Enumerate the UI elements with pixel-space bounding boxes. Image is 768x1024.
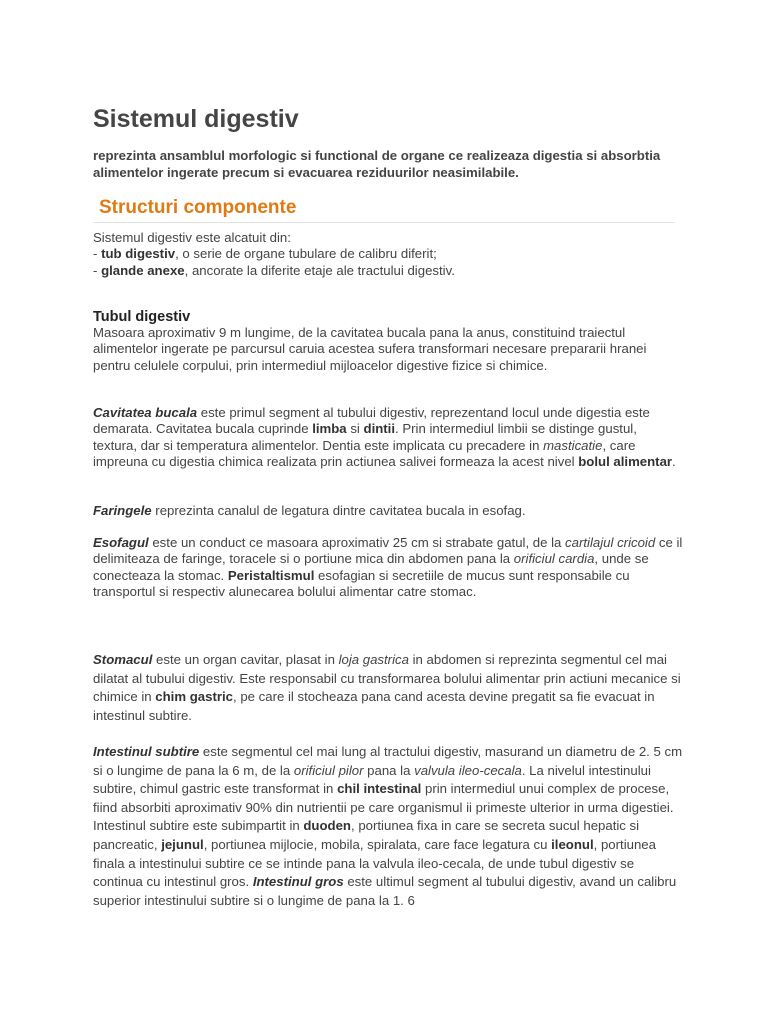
term-tub-digestiv: tub digestiv — [101, 246, 176, 262]
structuri-paragraph: Sistemul digestiv este alcatuit din: - tub digestiv, o serie de organe tubulare de calibru diferit; - glande anexe, ancorate la diferite etaje ale tractului digestiv. — [93, 230, 455, 278]
faringele-paragraph: Faringele reprezinta canalul de legatura dintre cavitatea bucala in esofag. — [93, 503, 526, 518]
term-stomacul: Stomacul — [93, 652, 153, 667]
intro-paragraph: reprezinta ansamblul morfologic si functional de organe ce realizeaza digestia si absorbtia alimentelor ingerate precum si evacuarea reziduurilor neasimilabile. — [93, 148, 661, 180]
term-intestinul-gros: Intestinul gros — [252, 874, 344, 890]
structuri-line1: Sistemul digestiv este alcatuit din: — [93, 230, 291, 245]
section-heading-tubul: Tubul digestiv — [93, 309, 191, 325]
cavitatea-paragraph: Cavitatea bucala este primul segment al tubului digestiv, reprezentand locul unde digestia este demarata. Cavitatea bucala cuprinde limba si dintii. Prin intermediul limbii se distinge gustul, textura, dar si temperatura alimentelor. Dentia este implicata cu precadere in masticatie, care impreuna cu digestia chimica realizata prin actiunea salivei formeaza la acest nivel bolul alimentar. — [93, 405, 676, 470]
term-intestinul-subtire: Intestinul subtire — [93, 744, 200, 759]
term-cavitatea-bucala: Cavitatea bucala — [93, 405, 198, 420]
stomacul-paragraph: Stomacul este un organ cavitar, plasat in loja gastrica in abdomen si reprezinta segmentul cel mai dilatat al tubului digestiv. Este responsabil cu transformarea bolului alimentar prin actiuni mecanice si chimice in chim gastric, pe care il stocheaza pana cand acesta devine pregatit sa fie evacuat in intestinul subtire. — [93, 652, 681, 723]
page-title: Sistemul digestiv — [93, 105, 299, 133]
tubul-paragraph: Masoara aproximativ 9 m lungime, de la cavitatea bucala pana la anus, constituind traiectul alimentelor ingerate pe parcursul caruia acestea sufera transformari necesare prepararii hranei pentru celulele corpului, prin intermediul mijloacelor digestive fizice si chimice. — [93, 325, 647, 373]
term-esofagul: Esofagul — [93, 535, 149, 550]
section-heading-structuri: Structuri componente — [99, 197, 297, 218]
section-divider — [93, 222, 675, 223]
term-faringele: Faringele — [93, 503, 152, 518]
term-glande-anexe: glande anexe — [101, 262, 185, 278]
intestinul-paragraph: Intestinul subtire este segmentul cel mai lung al tractului digestiv, masurand un diametru de 2. 5 cm si o lungime de pana la 6 m, de la orificiul pilor pana la valvula ileo-cecala. La nivelul intestinului subtire, chimul gastric este transformat in chil intestinal prin intermediul unui complex de procese, fiind absorbiti aproximativ 90% din nutrientii pe care organismul ii primeste ulterior in urma digestiei. Intestinul subtire este subimpartit in duoden, portiunea fixa in care se secreta sucul hepatic si pancreatic, jejunul, portiunea mijlocie, mobila, spiralata, care face legatura cu ileonul, portiunea finala a intestinului subtire ce se intinde pana la valvula ileo-cecala, de unde tubul digestiv se continua cu intestinul gros. Intestinul gros este ultimul segment al tubului digestiv, avand un calibru superior intestinului subtire si o lungime de pana la 1. 6 — [93, 744, 683, 908]
esofagul-paragraph: Esofagul este un conduct ce masoara aproximativ 25 cm si strabate gatul, de la cartilajul cricoid ce il delimiteaza de faringe, toracele si o portiune mica din abdomen pana la orificiul cardia, unde se conecteaza la stomac. Peristaltismul esofagian si secretiile de mucus sunt responsabile cu transportul si respectiv alunecarea bolului alimentar catre stomac. — [93, 535, 683, 600]
